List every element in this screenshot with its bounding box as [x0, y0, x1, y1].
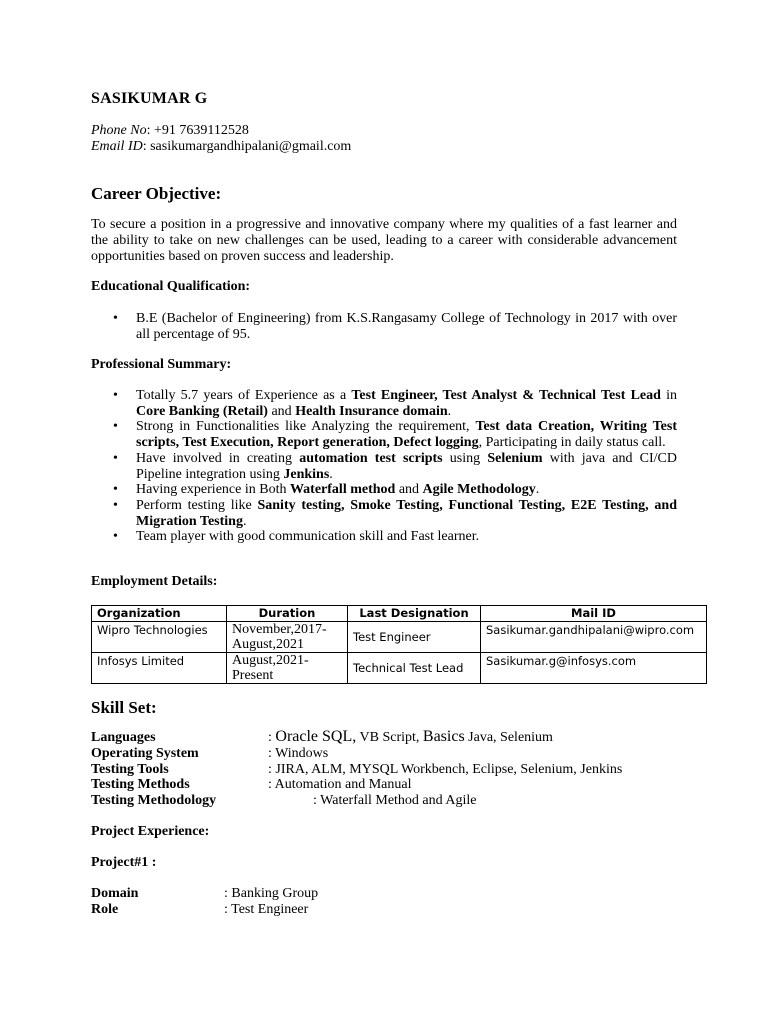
- bullet-icon: •: [113, 311, 118, 326]
- project-label: Role: [91, 902, 119, 917]
- phone-line: [91, 123, 249, 139]
- project-value: : Banking Group: [224, 886, 319, 901]
- text-segment: , Participating in daily status call.: [478, 435, 666, 451]
- bullet-icon: •: [113, 497, 118, 513]
- skill-label: Testing Methods: [91, 777, 190, 792]
- table-cell: Technical Test Lead: [348, 653, 481, 684]
- table-cell: Sasikumar.gandhipalani@wipro.com: [481, 622, 707, 653]
- column-header: Last Designation: [348, 606, 481, 622]
- text-segment: Have involved in creating: [136, 450, 300, 466]
- project-value: : Test Engineer: [224, 902, 309, 917]
- list-item: [91, 498, 677, 529]
- colon: :: [268, 730, 276, 745]
- table-header-row: [92, 606, 707, 622]
- list-item: [91, 529, 677, 545]
- email-label: Email ID: [91, 139, 143, 154]
- candidate-name: SASIKUMAR G: [91, 90, 208, 107]
- skill-value: : Automation and Manual: [268, 777, 412, 792]
- skill-label: Testing Methodology: [91, 793, 217, 808]
- project-label: Domain: [91, 886, 139, 901]
- text-segment: using: [442, 450, 488, 466]
- project-experience-heading: Project Experience:: [91, 824, 210, 839]
- professional-summary-list: [91, 388, 677, 545]
- text-segment: and: [267, 403, 296, 419]
- text-segment: Strong in Functionalities like Analyzing the requirement,: [136, 419, 476, 435]
- text-segment: Team player with good communication skill and Fast learner.: [136, 529, 480, 545]
- professional-summary-heading: Professional Summary:: [91, 357, 232, 372]
- education-item: B.E (Bachelor of Engineering) from K.S.Rangasamy College of Technology in 2017 with over all percentage of 95.: [136, 311, 677, 342]
- text-segment: .: [535, 482, 540, 498]
- text-segment: Perform testing like: [136, 497, 258, 513]
- text-segment: in: [660, 388, 678, 403]
- bullet-icon: •: [113, 419, 118, 435]
- list-item: [91, 311, 677, 342]
- phone-label: Phone No: [91, 123, 147, 138]
- skill-value: : JIRA, ALM, MYSQL Workbench, Eclipse, Selenium, Jenkins: [268, 762, 623, 777]
- bold-text: Health Insurance domain: [295, 403, 448, 419]
- column-header: Mail ID: [481, 606, 707, 622]
- skill-label: Testing Tools: [91, 762, 169, 777]
- skills-heading: Skill Set:: [91, 698, 157, 717]
- table-cell: Wipro Technologies: [92, 622, 227, 653]
- bold-text: Sanity testing, Smoke Testing, Functional Testing, E2E Testing, and Migration Testing: [136, 497, 677, 529]
- employment-heading: Employment Details:: [91, 574, 218, 589]
- bold-text: Core Banking (Retail): [136, 403, 268, 419]
- bullet-icon: •: [113, 482, 118, 498]
- bullet-icon: •: [113, 388, 118, 403]
- skill-value-part: Java, Selenium: [464, 730, 553, 745]
- list-item: [91, 388, 677, 419]
- list-item: [91, 482, 677, 498]
- bullet-icon: •: [113, 529, 118, 545]
- table-row: [92, 653, 707, 684]
- career-objective-heading: Career Objective:: [91, 184, 222, 203]
- column-header: Duration: [227, 606, 348, 622]
- skill-value-part: Oracle SQL,: [275, 728, 357, 745]
- text-segment: Having experience in Both: [136, 482, 290, 498]
- table-row: [92, 622, 707, 653]
- bold-text: Jenkins: [283, 466, 330, 482]
- bold-text: automation test scripts: [299, 450, 443, 466]
- project-title: Project#1 :: [91, 855, 157, 870]
- bold-text: Agile Methodology: [422, 482, 536, 498]
- skill-value: [268, 729, 553, 746]
- skill-value-part: Basics: [422, 728, 465, 745]
- table-cell: August,2021-Present: [227, 653, 348, 684]
- bold-text: Test Engineer, Test Analyst & Technical Test Lead: [351, 388, 661, 403]
- bold-text: Test data Creation, Writing Test scripts, Test Execution, Report generation, Defect logging: [136, 419, 677, 451]
- education-heading: Educational Qualification:: [91, 279, 251, 294]
- text-segment: .: [242, 513, 247, 529]
- skill-value-part: VB Script,: [356, 730, 423, 745]
- list-item: [91, 451, 677, 482]
- skill-label: Languages: [91, 730, 156, 745]
- text-segment: .: [329, 466, 333, 482]
- email-line: [91, 139, 351, 155]
- bold-text: Waterfall method: [289, 482, 396, 498]
- column-header: Organization: [92, 606, 227, 622]
- education-list: [91, 311, 677, 342]
- skill-value: : Windows: [268, 746, 329, 761]
- text-segment: Totally 5.7 years of Experience as a: [136, 388, 352, 403]
- bullet-icon: •: [113, 450, 118, 466]
- career-objective-text: To secure a position in a progressive and innovative company where my qualities of a fast learner and the ability to take on new challenges can be used, leading to a career with considerable advancement opportunities based on proven success and leadership.: [91, 217, 677, 264]
- skill-value: : Waterfall Method and Agile: [313, 793, 477, 808]
- list-item: [91, 419, 677, 450]
- table-cell: Test Engineer: [348, 622, 481, 653]
- skill-label: Operating System: [91, 746, 199, 761]
- email-value: : sasikumargandhipalani@gmail.com: [142, 139, 352, 154]
- table-cell: November,2017-August,2021: [227, 622, 348, 653]
- text-segment: .: [447, 403, 452, 419]
- table-cell: Sasikumar.g@infosys.com: [481, 653, 707, 684]
- employment-table: [91, 605, 707, 684]
- bold-text: Selenium: [487, 450, 543, 466]
- text-segment: and: [395, 482, 423, 498]
- table-cell: Infosys Limited: [92, 653, 227, 684]
- text-segment: with java and CI/CD Pipeline integration using: [136, 450, 677, 482]
- phone-value: : +91 7639112528: [146, 123, 249, 138]
